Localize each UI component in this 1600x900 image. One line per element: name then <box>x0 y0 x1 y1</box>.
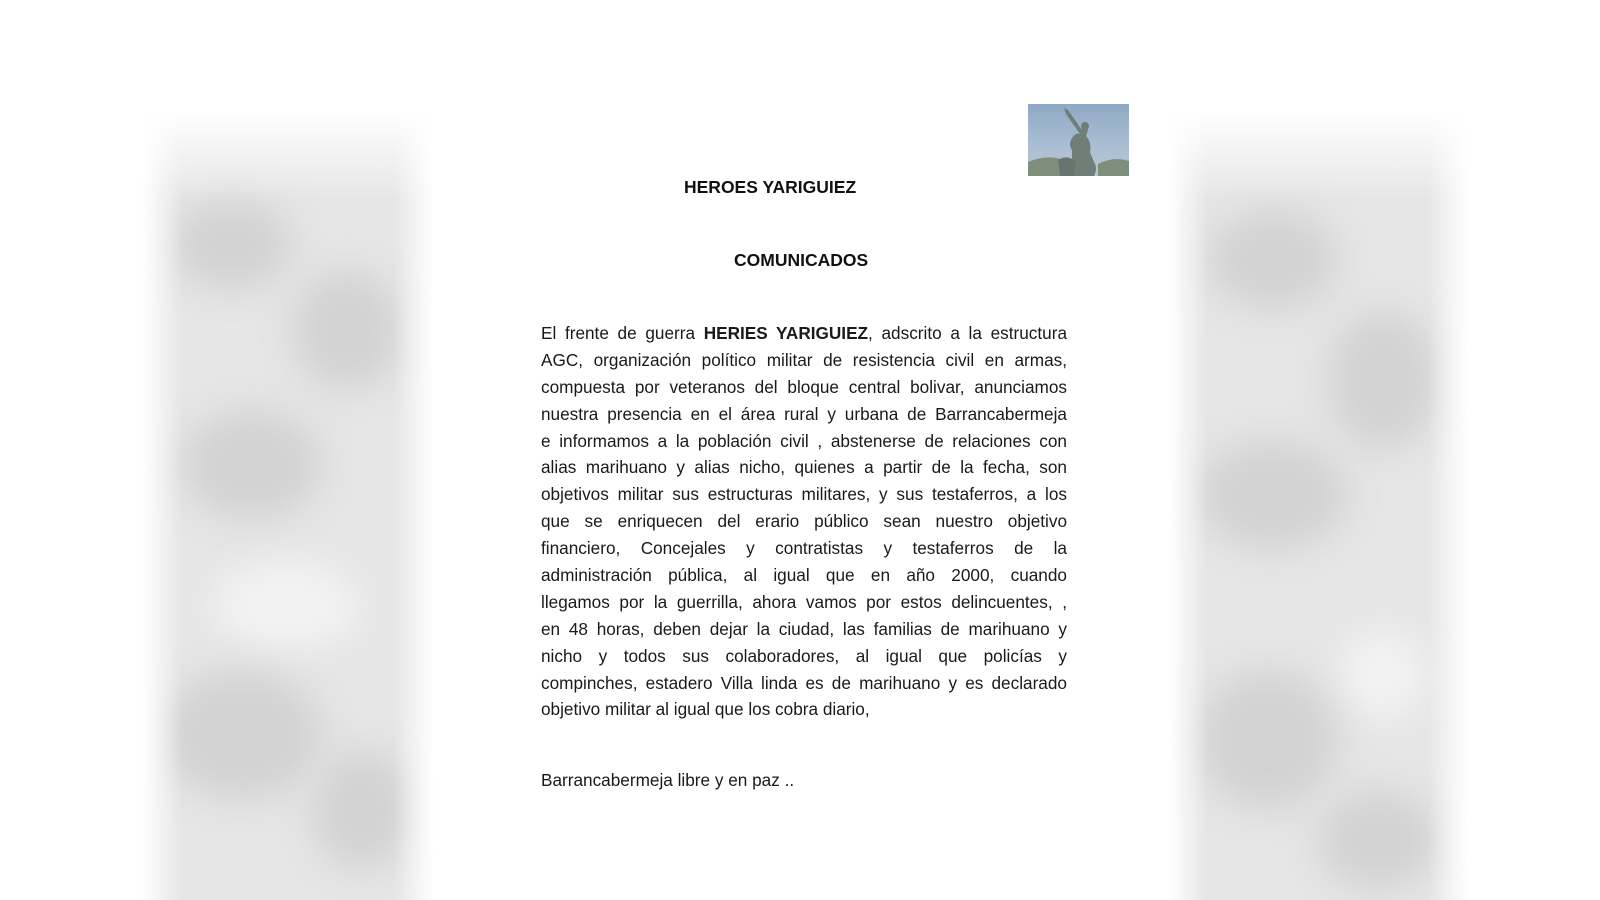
document-title: HEROES YARIGUIEZ <box>684 177 857 197</box>
line-text: El frente de guerra <box>541 323 704 343</box>
closing-line: Barrancabermeja libre y en paz .. <box>541 770 795 790</box>
document-subtitle: COMUNICADOS <box>734 250 869 270</box>
paragraph-line: nicho y todos sus colaboradores, al igual que policías y <box>541 645 1067 666</box>
line-text: , adscrito a la estructura <box>868 323 1068 343</box>
paragraph-line: AGC, organización político militar de resistencia civil en armas, <box>541 349 1067 370</box>
paragraph-line: administración pública, al igual que en año 2000, cuando <box>541 565 1067 586</box>
communique-paragraph <box>541 320 1067 723</box>
paragraph-line: alias marihuano y alias nicho, quienes a partir de la fecha, son <box>541 457 1067 478</box>
paragraph-line: compuesta por veteranos del bloque central bolivar, anunciamos <box>541 376 1067 397</box>
paragraph-line: objetivos militar sus estructuras militares, y sus testaferros, a los <box>541 484 1067 505</box>
blurred-background-right <box>1168 110 1468 900</box>
paragraph-line: llegamos por la guerrilla, ahora vamos por estos delincuentes, , <box>541 591 1067 612</box>
paragraph-line <box>541 320 1067 347</box>
blurred-background-left <box>142 110 434 900</box>
paragraph-line: compinches, estadero Villa linda es de marihuano y es declarado <box>541 672 1067 693</box>
paragraph-line: e informamos a la población civil , abstenerse de relaciones con <box>541 430 1067 451</box>
paragraph-line: objetivo militar al igual que los cobra diario, <box>541 699 870 720</box>
statue-photo-icon <box>1028 104 1129 176</box>
front-name: HERIES YARIGUIEZ <box>703 323 869 343</box>
paragraph-line: que se enriquecen del erario público sean nuestro objetivo <box>541 511 1067 532</box>
paragraph-line: nuestra presencia en el área rural y urbana de Barrancabermeja <box>541 403 1067 424</box>
paragraph-line: financiero, Concejales y contratistas y testaferros de la <box>541 538 1067 559</box>
paragraph-line: en 48 horas, deben dejar la ciudad, las familias de marihuano y <box>541 618 1067 639</box>
document-page <box>440 0 1166 900</box>
